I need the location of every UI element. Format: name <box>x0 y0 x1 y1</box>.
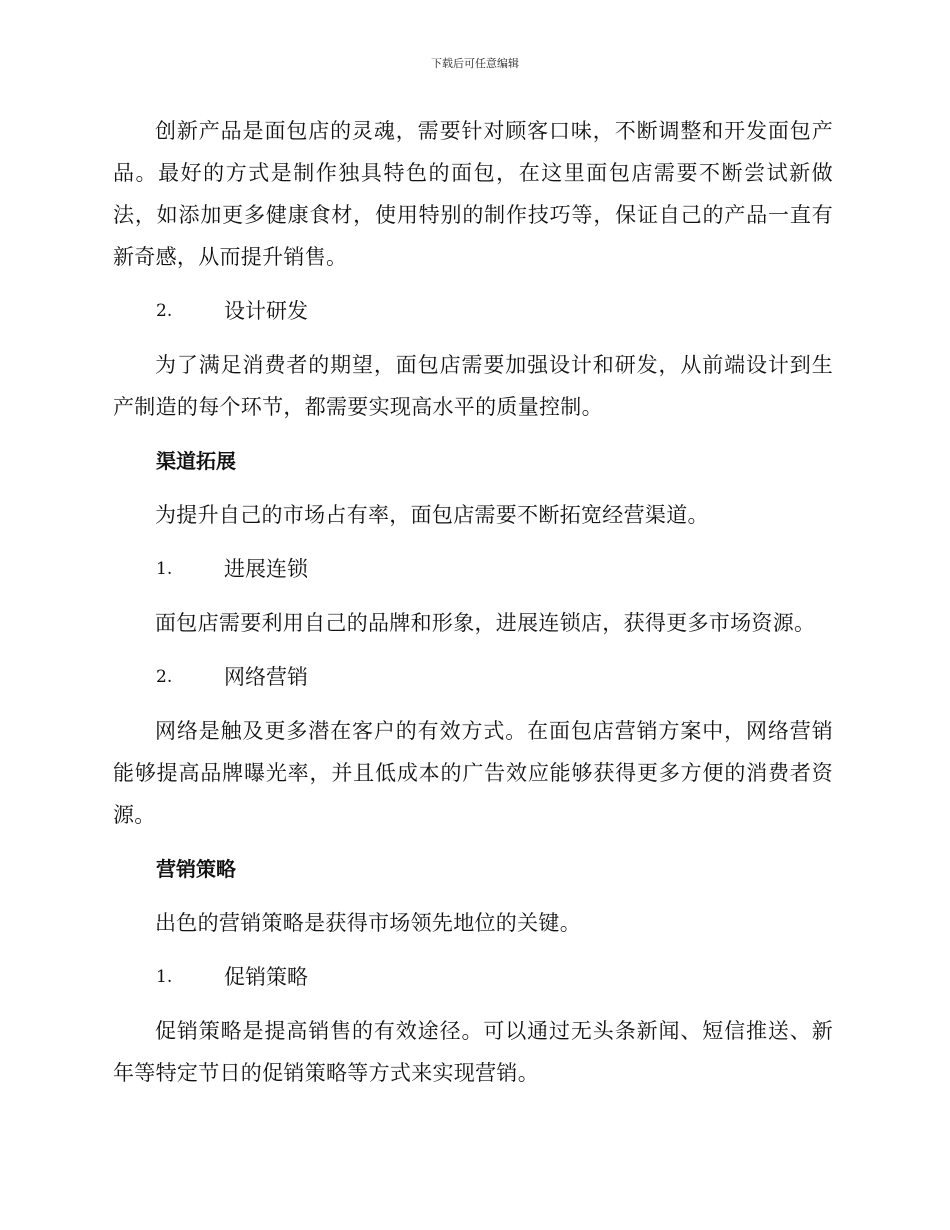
paragraph-innovation: 创新产品是面包店的灵魂，需要针对顾客口味，不断调整和开发面包产品。最好的方式是制作独具特色的面包，在这里面包店需要不断尝试新做法，如添加更多健康食材，使用特别的制作技巧等，保证自己的产品一直有新奇感，从而提升销售。 <box>113 119 833 269</box>
section-heading-channel: 渠道拓展 <box>156 449 236 473</box>
list-item-title: 设计研发 <box>224 299 308 323</box>
list-number: 1. <box>156 559 173 579</box>
list-number: 1. <box>156 967 173 987</box>
paragraph-promo: 促销策略是提高销售的有效途径。可以通过无头条新闻、短信推送、新年等特定节日的促销策略等方式来实现营销。 <box>113 1019 833 1085</box>
list-item-promo <box>113 956 833 998</box>
list-item-design <box>113 290 833 332</box>
paragraph-chain: 面包店需要利用自己的品牌和形象，进展连锁店，获得更多市场资源。 <box>155 611 816 635</box>
page-header: 下载后可任意编辑 <box>431 57 519 70</box>
list-number: 2. <box>156 301 173 321</box>
paragraph-network: 网络是触及更多潜在客户的有效方式。在面包店营销方案中，网络营销能够提高品牌曝光率，并且低成本的广告效应能够获得更多方便的消费者资源。 <box>113 719 833 827</box>
list-number: 2. <box>156 667 173 687</box>
document-body <box>113 110 833 1106</box>
list-item-title: 网络营销 <box>224 665 308 689</box>
paragraph-channel-intro: 为提升自己的市场占有率，面包店需要不断拓宽经营渠道。 <box>155 503 709 527</box>
section-heading-strategy: 营销策略 <box>156 857 236 881</box>
paragraph-design: 为了满足消费者的期望，面包店需要加强设计和研发，从前端设计到生产制造的每个环节，都需要实现高水平的质量控制。 <box>113 353 833 419</box>
paragraph-strategy-intro: 出色的营销策略是获得市场领先地位的关键。 <box>155 911 581 935</box>
list-item-title: 促销策略 <box>224 965 308 989</box>
list-item-network <box>113 656 833 698</box>
list-item-chain <box>113 548 833 590</box>
list-item-title: 进展连锁 <box>224 557 308 581</box>
